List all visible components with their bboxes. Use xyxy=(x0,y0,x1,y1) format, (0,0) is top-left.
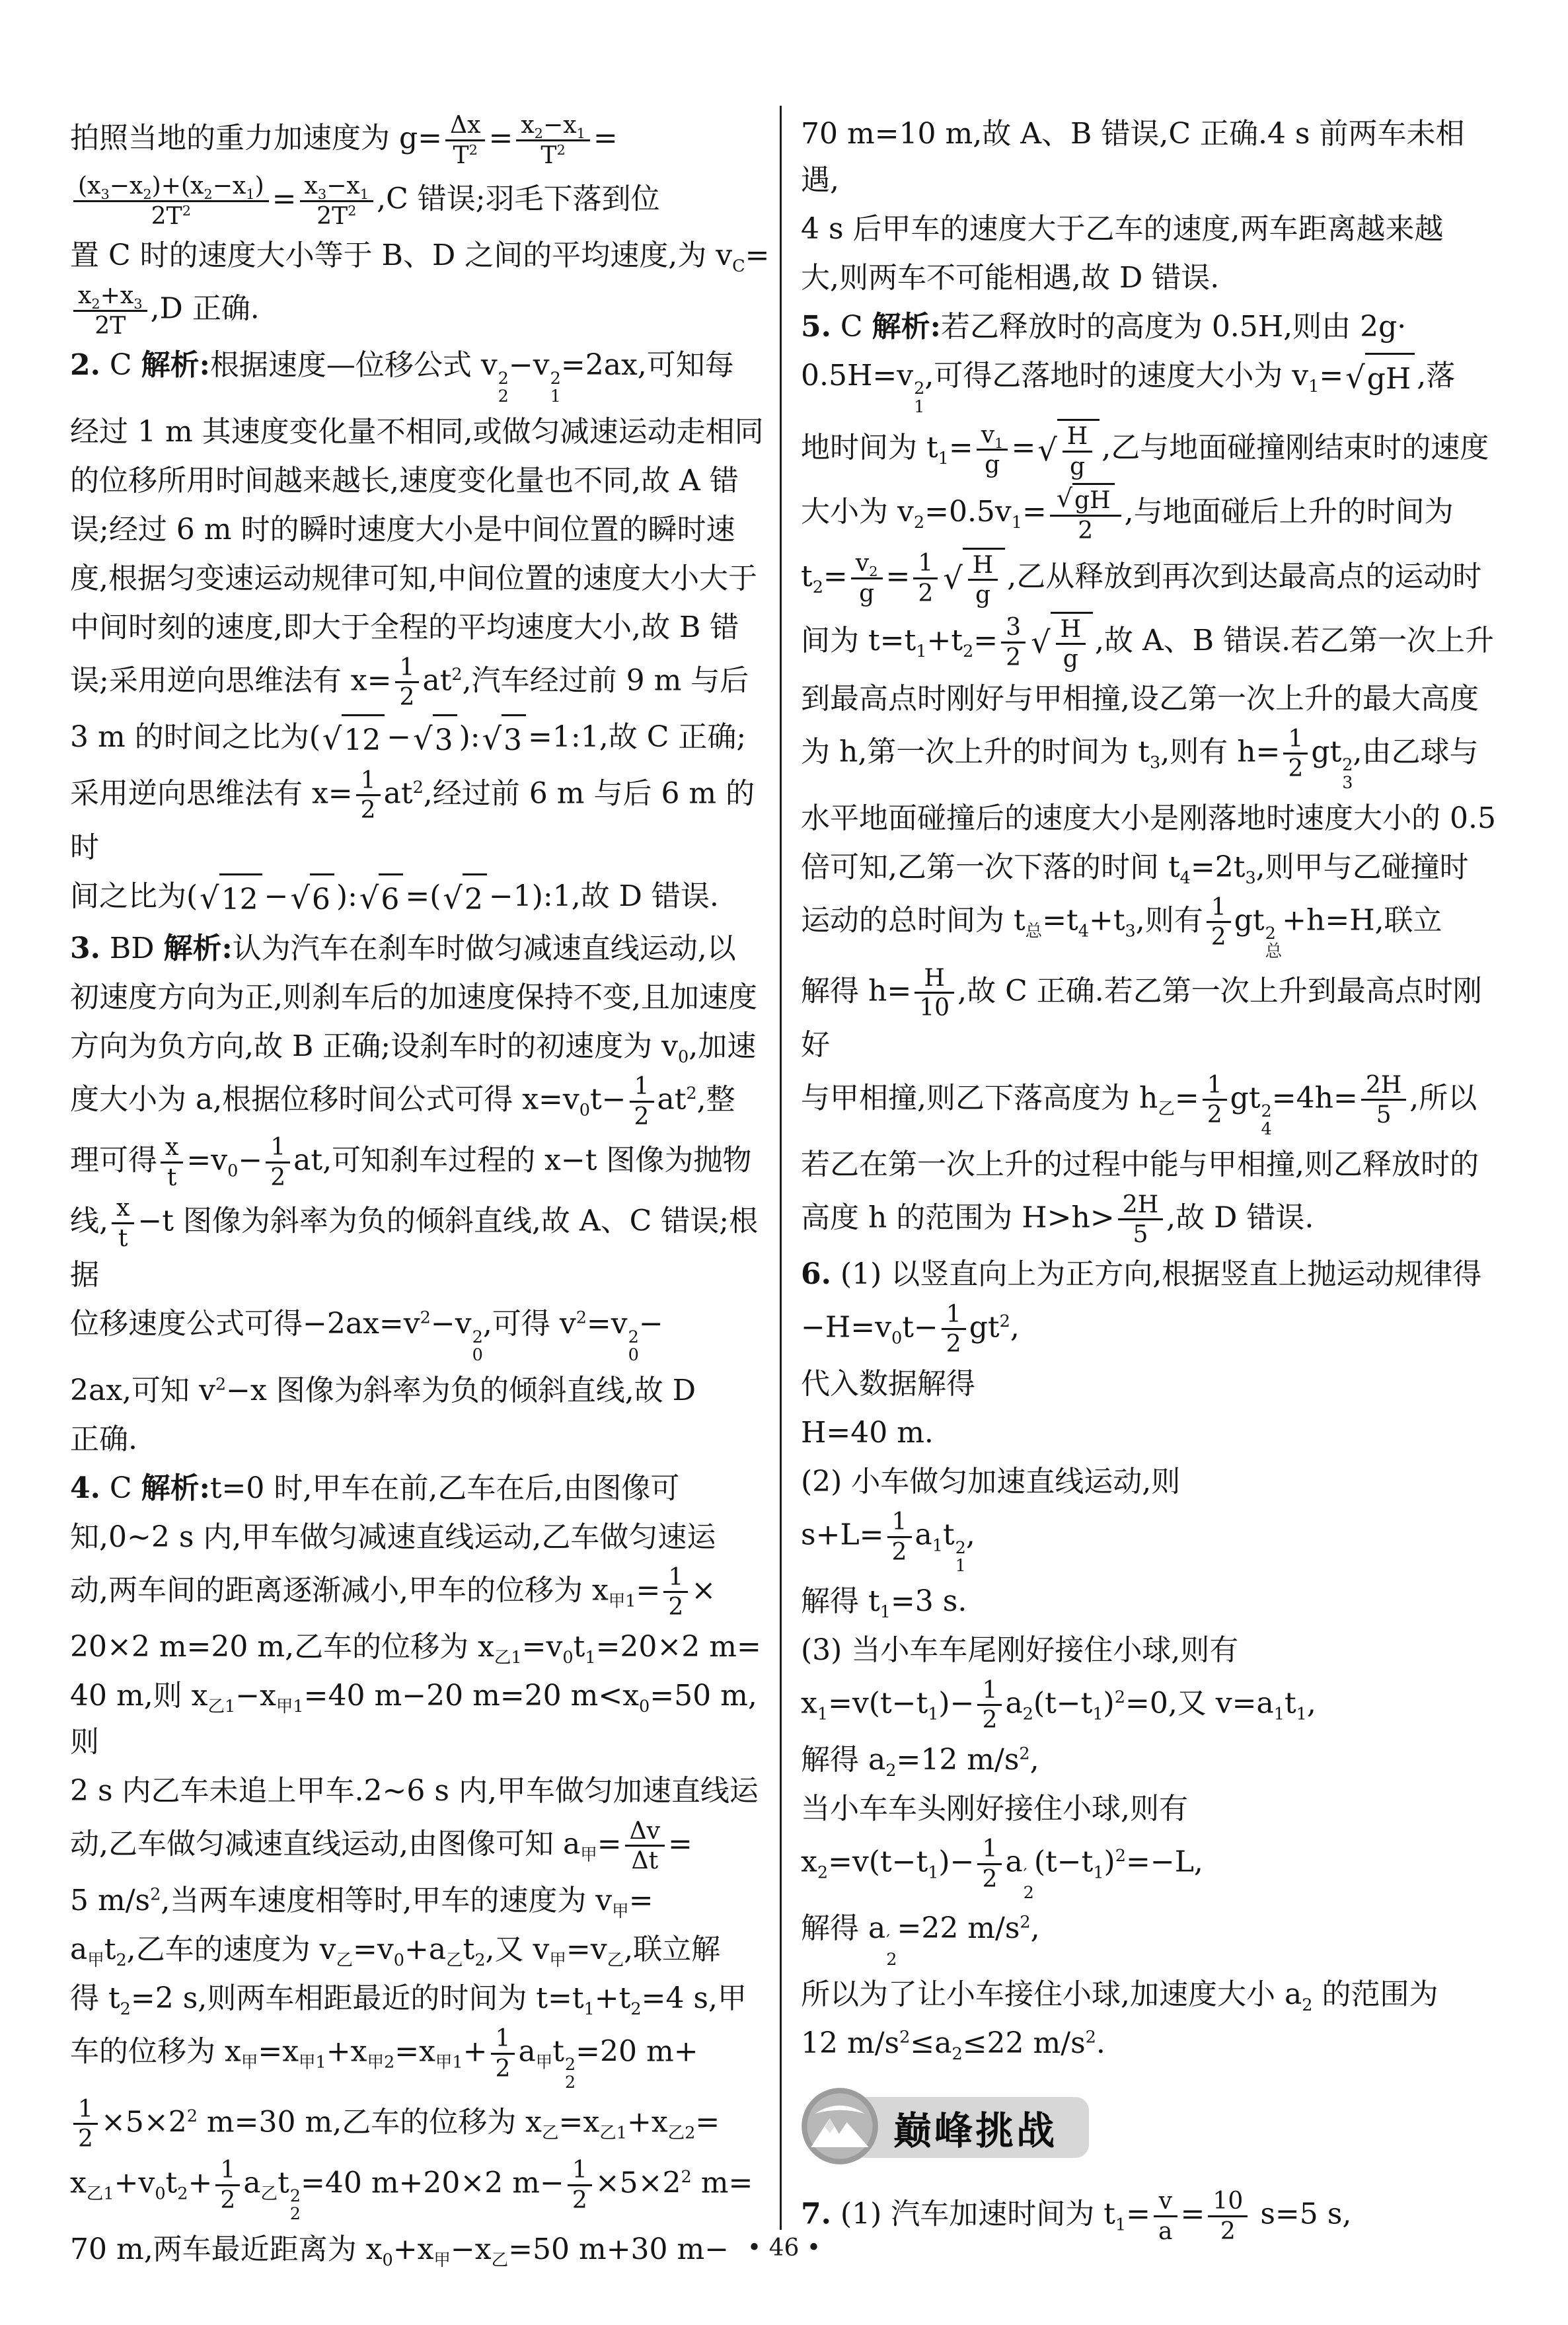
text-line: 当小车车头刚好接住小球,则有 xyxy=(801,1792,1188,1826)
text-line: 间之比为( √ 12 − √ 6 ): √ 6 =( √ 2 −1):1,故 D 错误. xyxy=(70,873,772,923)
text-line: $\frac{x_2+x_3}{2T}$ ,D 正确. xyxy=(70,281,772,340)
text-line: 的位移所用时间越来越长,速度变化量也不同,故 A 错 xyxy=(70,463,739,498)
text-line: 所以为了让小车接住小球,加速度大小 $a_2$ 的范围为 xyxy=(801,1977,1438,2016)
mountain-icon xyxy=(801,2085,879,2167)
text-line: 位移速度公式可得$-2ax=v^2-v$ 2 0 ,可得 $v^2=v$ 2 0 − xyxy=(70,1307,663,1366)
text-line: 0.5H=v 2 1 ,可得乙落地时的速度大小为 $v_1=$ √ gH ,落 xyxy=(801,353,1503,416)
text-line: 5. C 解析:若乙释放时的高度为 0.5H,则由 2g· xyxy=(801,310,1407,344)
text-line: 到最高点时刚好与甲相撞,设乙第一次上升的最大高度 xyxy=(801,681,1479,716)
text-line: 误;采用逆向思维法有 x= $\frac{1}{2}$ $at^2$,汽车经过前 9 m 与后 xyxy=(70,653,749,712)
text-line: 3. BD 解析:认为汽车在刹车时做匀减速直线运动,以 xyxy=(70,931,736,965)
text-line: 运动的总时间为 $t_总=t_4+t_3$,则有 $\frac{1}{2}$ gt 2 总 +h=H,联立 xyxy=(801,893,1442,962)
text-line: 经过 1 m 其速度变化量不相同,或做匀减速运动走相同 xyxy=(70,414,764,449)
text-line: 地时间为 $t_1=$ $\frac{v_1}{g}$ = √ $\frac{H}{g}$ ,乙与地面碰撞刚结束时的速度 xyxy=(801,419,1503,480)
text-line: $x_2=v(t-t_1)-$ $\frac{1}{2}$ a ′ 2 $(t-t_1)^2=-L$, xyxy=(801,1835,1203,1903)
text-line: (3) 当小车车尾刚好接住小球,则有 xyxy=(801,1633,1239,1667)
text-line: 车的位移为 $x_甲=x_{甲1}+x_{甲2}=x_{甲1}+$ $\frac{1}{2}$ $a_甲t$ 2 2 =20 m+ xyxy=(70,2024,698,2093)
badge-label: 巅峰挑战 xyxy=(850,2097,1089,2158)
text-line: 6. (1) 以竖直向上为正方向,根据竖直上抛运动规律得 xyxy=(801,1257,1482,1291)
text-line: 动,两车间的距离逐渐减小,甲车的位移为 $x_{甲1}=$ $\frac{1}{2}$ × xyxy=(70,1563,716,1621)
text-line: 为 h,第一次上升的时间为 $t_3$,则有 h= $\frac{1}{2}$ gt 2 3 ,由乙球与 xyxy=(801,724,1479,793)
text-line: 正确. xyxy=(70,1422,137,1456)
text-line: 4. C 解析:t=0 时,甲车在前,乙车在后,由图像可 xyxy=(70,1471,680,1505)
text-line: 采用逆向思维法有 x= $\frac{1}{2}$ $at^2$,经过前 6 m 与后 6 m 的时 xyxy=(70,766,755,864)
text-line: 线, $\frac{x}{t}$ −t 图像为斜率为负的倾斜直线,故 A、C 错误;根据 xyxy=(70,1194,759,1292)
challenge-badge xyxy=(801,2085,1503,2178)
text-line: 初速度方向为正,则刹车后的加速度保持不变,且加速度 xyxy=(70,980,757,1014)
text-line: 度,根据匀变速运动规律可知,中间位置的速度大小大于 xyxy=(70,561,757,595)
text-line: 代入数据解得 xyxy=(801,1367,975,1401)
text-line: 2. C 解析:根据速度—位移公式 v 2 2 −v 2 1 =2ax,可知每 xyxy=(70,348,734,407)
text-line: 高度 h 的范围为 H>h> $\frac{2H}{5}$ ,故 D 错误. xyxy=(801,1190,1314,1249)
text-line: (2) 小车做匀加速直线运动,则 xyxy=(801,1465,1181,1498)
text-line: 得 $t_2=2$ s,则两车相距最近的时间为 $t=t_1+t_2=4$ s,甲 xyxy=(70,1981,747,2019)
left-column xyxy=(70,111,772,2275)
text-line: 解得 $a_2=12$ $m/s^2$, xyxy=(801,1743,1039,1781)
text-line: $\frac{1}{2}$ $\times 5\times 2^2$ m=30 m,乙车的位移为 $x_乙=x_{乙1}+x_{乙2}=$ xyxy=(70,2095,772,2153)
column-divider xyxy=(780,106,782,2230)
text-line: 大小为 $v_2=0.5v_1=$ √ gH 2 ,与地面碰后上升的时间为 xyxy=(801,484,1454,545)
text-line: $x_{乙1}+v_0t_2+$ $\frac{1}{2}$ $a_乙t$ 2 2 =40 m+20×2 m− $\frac{1}{2}$ $\times 5\times 2^2$ m= xyxy=(70,2156,753,2225)
text-line: 12 $m/s^2\le a_2\le 22$ $m/s^2$. xyxy=(801,2026,1105,2065)
text-line: 知,0~2 s 内,甲车做匀减速直线运动,乙车做匀速运 xyxy=(70,1520,716,1554)
text-line: 7. (1) 汽车加速时间为 $t_1=$ $\frac{v}{a}$ = $\frac{10}{2}$ s=5 s, xyxy=(801,2187,1352,2245)
text-line: $-H=v_0t-$ $\frac{1}{2}$ $gt^2$, xyxy=(801,1300,1020,1358)
text-line: $t_2=$ $\frac{v_2}{g}$ = $\frac{1}{2}$ √ $\frac{H}{g}$ ,乙从释放到再次到达最高点的运动时 xyxy=(801,548,1503,609)
page-number: • 46 • xyxy=(747,2234,821,2262)
text-line: $\frac{(x_3-x_2)+(x_2-x_1)}{2T^2}$ = $\frac{x_3-x_1}{2T^2}$ ,C 错误;羽毛下落到位 xyxy=(70,172,772,230)
text-line: $x_1=v(t-t_1)-$ $\frac{1}{2}$ $a_2(t-t_1)^2=0$,又 $v=a_1t_1$, xyxy=(801,1676,1316,1734)
text-line: 70 m,两车最近距离为 $x_0+x_甲-x_乙=50$ m+30 m− xyxy=(70,2232,729,2270)
text-line: 理可得 $\frac{x}{t}$ $=v_0-$ $\frac{1}{2}$ at,可知刹车过程的 x−t 图像为抛物 xyxy=(70,1133,752,1191)
text-line: 解得 $t_1=3$ s. xyxy=(801,1584,967,1622)
text-line: 度大小为 a,根据位移时间公式可得 $x=v_0t-$ $\frac{1}{2}$ $at^2$,整 xyxy=(70,1072,735,1130)
text-line: 20×2 m=20 m,乙车的位移为 $x_{乙1}=v_0t_1=20\times 2$ m= xyxy=(70,1629,761,1668)
text-line: 置 C 时的速度大小等于 B、D 之间的平均速度,为 $v_C=$ xyxy=(70,239,770,277)
text-line: 倍可知,乙第一次下落的时间 $t_4=2t_3$,则甲与乙碰撞时 xyxy=(801,850,1469,888)
right-column xyxy=(801,111,1503,2248)
text-line: 3 m 的时间之比为( √ 12 − √ 3 ): √ 3 =1:1,故 C 正确; xyxy=(70,714,772,764)
text-line: 5 $m/s^2$,当两车速度相等时,甲车的速度为 $v_甲=$ xyxy=(70,1883,653,1921)
text-line: 70 m=10 m,故 A、B 错误,C 正确.4 s 前两车未相遇, xyxy=(801,117,1465,197)
text-line: $a_甲t_2$,乙车的速度为 $v_乙=v_0+a_乙t_2$,又 $v_甲=v_乙$,联立解 xyxy=(70,1932,721,1970)
text-line: 间为 $t=t_1+t_2=$ $\frac{3}{2}$ √ $\frac{H}{g}$ ,故 A、B 错误.若乙第一次上升 xyxy=(801,612,1503,673)
text-line: 水平地面碰撞后的速度大小是刚落地时速度大小的 0.5 xyxy=(801,801,1496,835)
text-line: 与甲相撞,则乙下落高度为 $h_乙=$ $\frac{1}{2}$ gt 2 4 =4h= $\frac{2H}{5}$ ,所以 xyxy=(801,1070,1477,1140)
text-line: 中间时刻的速度,即大于全程的平均速度大小,故 B 错 xyxy=(70,610,739,644)
text-line: s+L= $\frac{1}{2}$ $a_1t$ 2 1 , xyxy=(801,1508,975,1576)
text-line: 4 s 后甲车的速度大于乙车的速度,两车距离越来越 xyxy=(801,212,1444,246)
text-line: 方向为负方向,故 B 正确;设刹车时的初速度为 $v_0$,加速 xyxy=(70,1029,757,1067)
text-line: 误;经过 6 m 时的瞬时速度大小是中间位置的瞬时速 xyxy=(70,512,735,546)
text-line: 40 m,则 $x_{乙1}-x_{甲1}=40$ m−20 m=20 $m<x_0=50$ m,则 xyxy=(70,1678,757,1759)
text-line: 拍照当地的重力加速度为 g= $\frac{\Delta x}{T^2}$ = $\frac{x_2-x_1}{T^2}$ = xyxy=(70,111,618,169)
text-line: 大,则两车不可能相遇,故 D 错误. xyxy=(801,261,1220,295)
text-line: H=40 m. xyxy=(801,1416,934,1450)
text-line: 解得 a ′ 2 =22 $m/s^2$, xyxy=(801,1911,1040,1970)
text-line: 动,乙车做匀减速直线运动,由图像可知 $a_甲=$ $\frac{\Delta v}{\Delta t}$ = xyxy=(70,1816,692,1875)
text-line: 2 s 内乙车未追上甲车.2~6 s 内,甲车做匀加速直线运 xyxy=(70,1773,759,1808)
text-line: 解得 h= $\frac{H}{10}$ ,故 C 正确.若乙第一次上升到最高点时刚好 xyxy=(801,963,1482,1062)
text-line: 若乙在第一次上升的过程中能与甲相撞,则乙释放时的 xyxy=(801,1147,1479,1181)
text-line: 2ax,可知 $v^2-x$ 图像为斜率为负的倾斜直线,故 D xyxy=(70,1373,696,1407)
